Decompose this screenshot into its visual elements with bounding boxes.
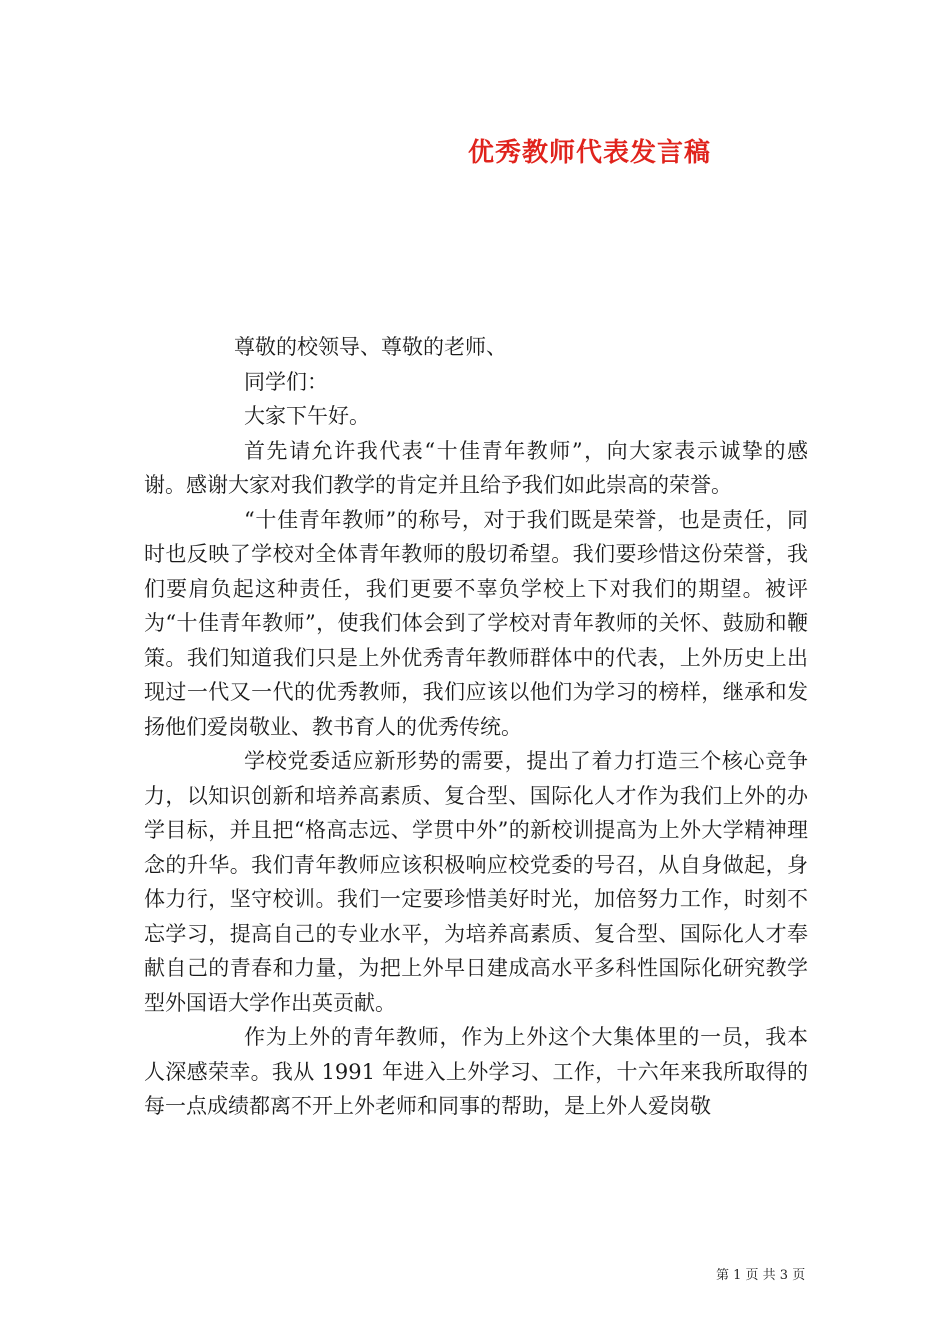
document-body	[144, 330, 808, 1124]
paragraph: 学校党委适应新形势的需要，提出了着力打造三个核心竞争力，以知识创新和培养高素质、复合型、国际化人才作为我们上外的办学目标，并且把“格高志远、学贯中外”的新校训提高为上外大学精神理念的升华。我们青年教师应该积极响应校党委的号召，从自身做起，身体力行，坚守校训。我们一定要珍惜美好时光，加倍努力工作，时刻不忘学习，提高自己的专业水平，为培养高素质、复合型、国际化人才奉献自己的青春和力量，为把上外早日建成高水平多科性国际化研究教学型外国语大学作出英贡献。	[144, 749, 808, 1015]
paragraph: 作为上外的青年教师，作为上外这个大集体里的一员，我本人深感荣幸。我从 1991 年进入上外学习、工作，十六年来我所取得的每一点成绩都离不开上外老师和同事的帮助，是上外人爱岗敬	[144, 1025, 808, 1118]
paragraph: 首先请允许我代表“十佳青年教师”，向大家表示诚挚的感谢。感谢大家对我们教学的肯定并且给予我们如此崇高的荣誉。	[144, 438, 808, 497]
salutation: 尊敬的校领导、尊敬的老师、	[234, 335, 507, 359]
paragraph: “十佳青年教师”的称号，对于我们既是荣誉，也是责任，同时也反映了学校对全体青年教师的殷切希望。我们要珍惜这份荣誉，我们要肩负起这种责任，我们更要不辜负学校上下对我们的期望。被评为“十佳青年教师”，使我们体会到了学校对青年教师的关怀、鼓励和鞭策。我们知道我们只是上外优秀青年教师群体中的代表，上外历史上出现过一代又一代的优秀教师，我们应该以他们为学习的榜样，继承和发扬他们爱岗敬业、教书育人的优秀传统。	[144, 507, 808, 739]
salutation-continued: 同学们：	[244, 369, 328, 394]
document-title: 优秀教师代表发言稿	[468, 138, 712, 168]
greeting-line: 大家下午好。	[244, 404, 370, 428]
page-number: 第 1 页 共 3 页	[716, 1268, 806, 1283]
